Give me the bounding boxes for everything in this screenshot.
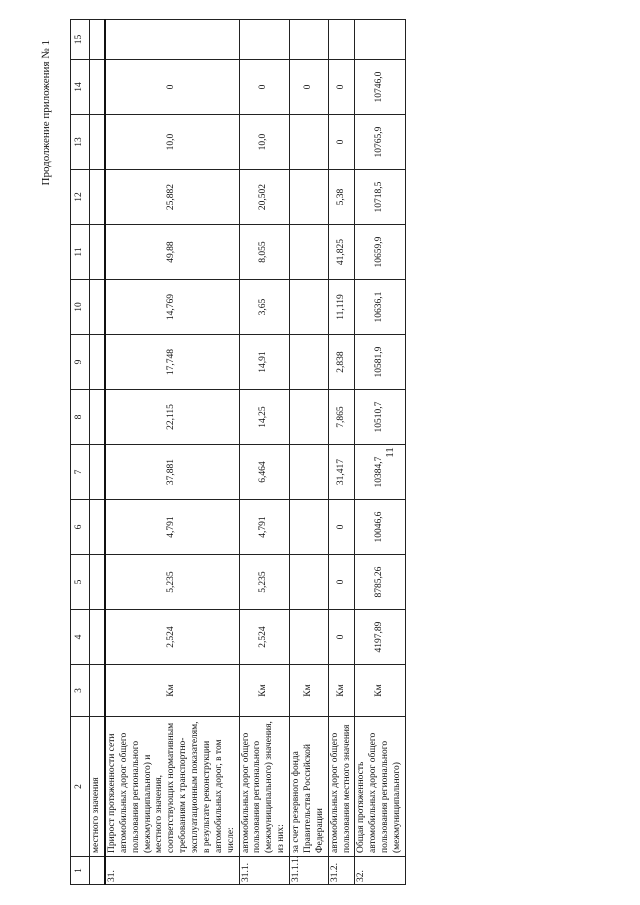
empty-cell xyxy=(90,555,105,610)
table-row xyxy=(239,20,290,885)
empty-cell xyxy=(90,390,105,445)
table-row xyxy=(328,20,355,885)
unit-cell: Км xyxy=(239,665,290,717)
value-cell: 6,464 xyxy=(239,445,290,500)
value-cell: 10718,5 xyxy=(355,170,406,225)
value-cell: 10,0 xyxy=(105,115,239,170)
value-cell xyxy=(105,20,239,60)
empty-cell xyxy=(90,60,105,115)
unit-cell: Км xyxy=(328,665,355,717)
value-cell: 25,882 xyxy=(105,170,239,225)
page-number: 11 xyxy=(384,447,396,458)
value-cell: 0 xyxy=(290,60,329,115)
value-cell: 10581,9 xyxy=(355,335,406,390)
empty-cell xyxy=(90,280,105,335)
row-number: 32. xyxy=(355,857,406,885)
column-number: 5 xyxy=(71,555,90,610)
value-cell: 14,91 xyxy=(239,335,290,390)
value-cell: 4,791 xyxy=(105,500,239,555)
empty-cell xyxy=(90,225,105,280)
empty-cell xyxy=(90,445,105,500)
value-cell xyxy=(290,280,329,335)
column-number: 10 xyxy=(71,280,90,335)
column-number: 8 xyxy=(71,390,90,445)
table-body xyxy=(71,20,406,885)
column-number: 4 xyxy=(71,610,90,665)
value-cell: 0 xyxy=(328,555,355,610)
value-cell: 0 xyxy=(328,610,355,665)
value-cell: 49,88 xyxy=(105,225,239,280)
value-cell: 14,769 xyxy=(105,280,239,335)
value-cell: 10636,1 xyxy=(355,280,406,335)
value-cell: 41,825 xyxy=(328,225,355,280)
unit-cell: Км xyxy=(355,665,406,717)
column-number: 12 xyxy=(71,170,90,225)
indicator-table xyxy=(70,19,406,885)
row-name: автомобильных дорог общего пользования местного значения xyxy=(328,717,355,857)
column-number: 11 xyxy=(71,225,90,280)
column-number: 3 xyxy=(71,665,90,717)
empty-cell xyxy=(90,335,105,390)
value-cell: 17,748 xyxy=(105,335,239,390)
value-cell: 10659,9 xyxy=(355,225,406,280)
value-cell: 10510,7 xyxy=(355,390,406,445)
value-cell: 2,524 xyxy=(239,610,290,665)
column-number: 7 xyxy=(71,445,90,500)
value-cell: 10746,0 xyxy=(355,60,406,115)
value-cell xyxy=(290,335,329,390)
value-cell: 5,235 xyxy=(105,555,239,610)
row-number: 31.2. xyxy=(328,857,355,885)
value-cell: 20,502 xyxy=(239,170,290,225)
value-cell xyxy=(239,20,290,60)
value-cell xyxy=(290,20,329,60)
value-cell: 22,115 xyxy=(105,390,239,445)
column-number: 9 xyxy=(71,335,90,390)
value-cell xyxy=(290,225,329,280)
empty-cell xyxy=(90,610,105,665)
row-name: автомобильных дорог общего пользования регионального (межмуниципального) значения, из них: xyxy=(239,717,290,857)
value-cell xyxy=(290,170,329,225)
row-name: за счет резервного фонда Правительства Российской Федерации xyxy=(290,717,329,857)
empty-cell xyxy=(90,115,105,170)
value-cell: 4,791 xyxy=(239,500,290,555)
value-cell: 0 xyxy=(105,60,239,115)
empty-cell xyxy=(90,857,105,885)
column-number: 13 xyxy=(71,115,90,170)
value-cell: 8,055 xyxy=(239,225,290,280)
value-cell: 10,0 xyxy=(239,115,290,170)
value-cell: 0 xyxy=(328,500,355,555)
value-cell xyxy=(290,445,329,500)
row-number: 31. xyxy=(105,857,239,885)
value-cell xyxy=(328,20,355,60)
table-row xyxy=(105,20,239,885)
empty-cell xyxy=(90,665,105,717)
value-cell xyxy=(355,20,406,60)
value-cell xyxy=(290,115,329,170)
value-cell: 31,417 xyxy=(328,445,355,500)
value-cell xyxy=(290,610,329,665)
continued-row xyxy=(90,20,105,885)
table-row xyxy=(355,20,406,885)
continued-label: местного значения xyxy=(90,717,105,857)
column-number-row xyxy=(71,20,90,885)
unit-cell: Км xyxy=(105,665,239,717)
column-number: 14 xyxy=(71,60,90,115)
value-cell: 0 xyxy=(328,60,355,115)
value-cell xyxy=(290,500,329,555)
value-cell: 11,119 xyxy=(328,280,355,335)
empty-cell xyxy=(90,500,105,555)
value-cell xyxy=(290,390,329,445)
column-number: 6 xyxy=(71,500,90,555)
value-cell: 10046,6 xyxy=(355,500,406,555)
value-cell: 4197,89 xyxy=(355,610,406,665)
value-cell: 7,865 xyxy=(328,390,355,445)
empty-cell xyxy=(90,170,105,225)
table-row xyxy=(290,20,329,885)
row-name: Общая протяженность автомобильных дорог общего пользования регионального (межмуниципального) xyxy=(355,717,406,857)
column-number: 2 xyxy=(71,717,90,857)
value-cell: 10384,7 xyxy=(355,445,406,500)
value-cell: 37,881 xyxy=(105,445,239,500)
value-cell: 2,524 xyxy=(105,610,239,665)
row-number: 31.1.1. xyxy=(290,857,329,885)
value-cell: 8785,26 xyxy=(355,555,406,610)
value-cell: 3,65 xyxy=(239,280,290,335)
value-cell: 10765,9 xyxy=(355,115,406,170)
row-name: Прирост протяженности сети автомобильных дорог общего пользования регионального (межмуниципального) и местного значения, соответствующих нормативным требованиям к транспортно-эксплуатационным показателям, в результате реконструкции автомобильных дорог, в том числе: xyxy=(105,717,239,857)
value-cell: 0 xyxy=(328,115,355,170)
empty-cell xyxy=(90,20,105,60)
value-cell: 5,38 xyxy=(328,170,355,225)
value-cell: 14,25 xyxy=(239,390,290,445)
value-cell: 2,838 xyxy=(328,335,355,390)
value-cell: 0 xyxy=(239,60,290,115)
column-number: 15 xyxy=(71,20,90,60)
value-cell xyxy=(290,555,329,610)
unit-cell: Км xyxy=(290,665,329,717)
column-number: 1 xyxy=(71,857,90,885)
continuation-note: Продолжение приложения № 1 xyxy=(40,40,52,186)
value-cell: 5,235 xyxy=(239,555,290,610)
row-number: 31.1. xyxy=(239,857,290,885)
